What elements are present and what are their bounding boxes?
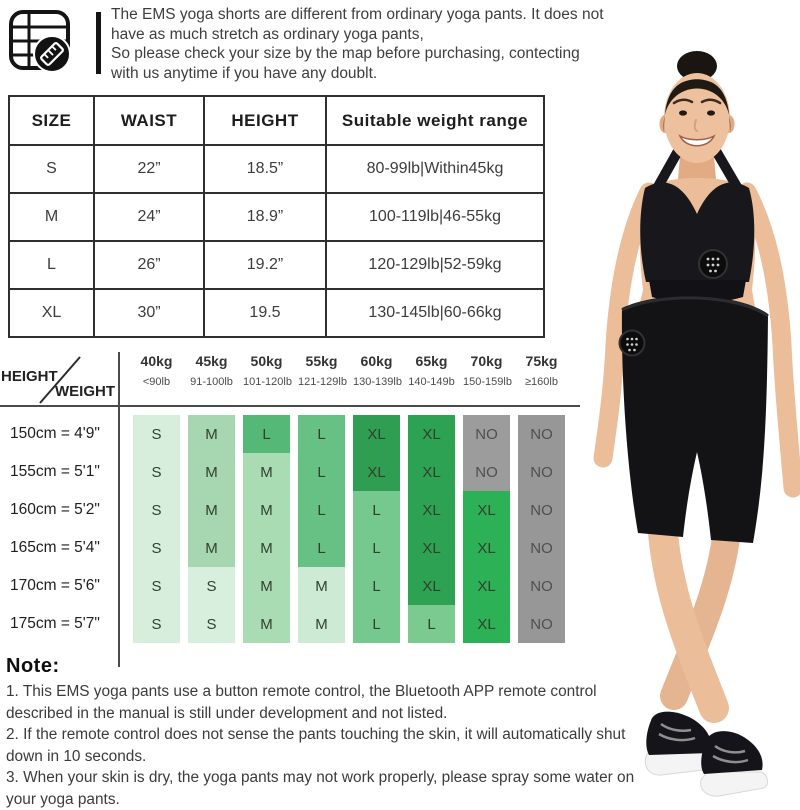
- matrix-cell: S: [133, 453, 180, 491]
- model-photo: [565, 40, 800, 800]
- height-row-labels: [10, 415, 116, 643]
- cell-size: L: [9, 241, 94, 289]
- matrix-cell: L: [243, 415, 290, 453]
- matrix-cell: L: [298, 491, 345, 529]
- matrix-cell: L: [353, 491, 400, 529]
- matrix-cell: L: [298, 453, 345, 491]
- matrix-cell: L: [408, 605, 455, 643]
- matrix-cell: S: [133, 491, 180, 529]
- notes-section: [6, 655, 636, 810]
- matrix-cell: M: [243, 453, 290, 491]
- matrix-cell: L: [353, 567, 400, 605]
- height-row-label: 155cm = 5'1": [10, 463, 100, 480]
- size-table: [8, 95, 545, 338]
- cell-weight: 130-145lb|60-66kg: [326, 289, 544, 337]
- matrix-cell: L: [298, 529, 345, 567]
- intro-line: So please check your size by the map before purchasing, contecting: [111, 45, 580, 62]
- note-item: 3. When your skin is dry, the yoga pants may not work properly, please spray some water on your yoga pants.: [6, 769, 635, 808]
- table-row: [9, 241, 544, 289]
- matrix-cell: M: [243, 491, 290, 529]
- cell-waist: 24”: [94, 193, 204, 241]
- table-row: [9, 193, 544, 241]
- cell-height: 18.9”: [204, 193, 326, 241]
- col-header-weight-range: Suitable weight range: [326, 96, 544, 145]
- matrix-cell: XL: [408, 415, 455, 453]
- matrix-cell: S: [133, 415, 180, 453]
- matrix-cell: XL: [353, 415, 400, 453]
- matrix-cell: S: [188, 605, 235, 643]
- matrix-cell: M: [298, 605, 345, 643]
- cell-weight: 100-119lb|46-55kg: [326, 193, 544, 241]
- matrix-cell: NO: [463, 453, 510, 491]
- matrix-cell: M: [243, 567, 290, 605]
- matrix-cell: S: [188, 567, 235, 605]
- notes-title: Note:: [6, 655, 60, 677]
- matrix-cell: NO: [518, 567, 565, 605]
- cell-waist: 22”: [94, 145, 204, 193]
- height-row-label: 160cm = 5'2": [10, 501, 100, 518]
- col-header-height: HEIGHT: [204, 96, 326, 145]
- intro-line: have as much stretch as ordinary yoga pants,: [111, 25, 424, 43]
- matrix-cell: S: [133, 529, 180, 567]
- matrix-cell: XL: [463, 567, 510, 605]
- matrix-cell: L: [298, 415, 345, 453]
- matrix-cell: XL: [353, 453, 400, 491]
- ems-device-hip: [620, 331, 645, 356]
- cell-height: 18.5”: [204, 145, 326, 193]
- table-row: [9, 145, 544, 193]
- cell-weight: 120-129lb|52-59kg: [326, 241, 544, 289]
- corner-weight-label: WEIGHT: [55, 383, 115, 400]
- matrix-cell: NO: [518, 605, 565, 643]
- intro-line: The EMS yoga shorts are different from ordinary yoga pants. It does not: [111, 6, 604, 23]
- size-chart-icon: [8, 8, 72, 74]
- matrix-vertical-divider: [118, 352, 120, 667]
- cell-waist: 26”: [94, 241, 204, 289]
- intro-paragraph: [111, 5, 611, 83]
- weight-header: 45kg 91-100lb: [190, 353, 233, 388]
- cell-height: 19.2”: [204, 241, 326, 289]
- table-row: [9, 289, 544, 337]
- matrix-cell: M: [188, 415, 235, 453]
- cell-size: M: [9, 193, 94, 241]
- intro-line: with us anytime if you have any doublt.: [111, 64, 378, 82]
- matrix-cell: L: [353, 529, 400, 567]
- matrix-cell: S: [133, 605, 180, 643]
- matrix-cell: NO: [518, 415, 565, 453]
- matrix-cell: XL: [408, 491, 455, 529]
- note-item: 2. If the remote control does not sense the pants touching the skin, it will automatically shut down in 10 seconds.: [6, 726, 626, 765]
- weight-header: 60kg 130-139lb: [353, 353, 402, 388]
- weight-header: 40kg <90lb: [140, 353, 173, 388]
- note-item: 1. This EMS yoga pants use a button remote control, the Bluetooth APP remote control described in the manual is still under development and not listed.: [6, 683, 597, 722]
- corner-height-label: HEIGHT: [1, 368, 58, 385]
- weight-header: 65kg 140-149b: [408, 353, 455, 388]
- matrix-cell: XL: [408, 453, 455, 491]
- col-header-waist: WAIST: [94, 96, 204, 145]
- weight-header: 55kg 121-129lb: [298, 353, 347, 388]
- matrix-cell: XL: [463, 605, 510, 643]
- height-row-label: 175cm = 5'7": [10, 615, 100, 632]
- matrix-cell: S: [133, 567, 180, 605]
- matrix-cell: M: [243, 605, 290, 643]
- height-row-label: 165cm = 5'4": [10, 539, 100, 556]
- cell-size: XL: [9, 289, 94, 337]
- size-matrix-cells: [133, 415, 565, 643]
- matrix-corner-label: [0, 350, 115, 405]
- matrix-cell: M: [188, 529, 235, 567]
- matrix-horizontal-divider: [0, 405, 580, 407]
- weight-header: 70kg 150-159lb: [463, 353, 512, 388]
- matrix-cell: XL: [408, 567, 455, 605]
- matrix-cell: M: [188, 491, 235, 529]
- matrix-cell: XL: [463, 491, 510, 529]
- size-table-header-row: [9, 96, 544, 145]
- matrix-cell: L: [353, 605, 400, 643]
- cell-weight: 80-99lb|Within45kg: [326, 145, 544, 193]
- matrix-cell: XL: [463, 529, 510, 567]
- height-row-label: 150cm = 4'9": [10, 425, 100, 442]
- cell-waist: 30”: [94, 289, 204, 337]
- matrix-cell: NO: [518, 529, 565, 567]
- cell-height: 19.5: [204, 289, 326, 337]
- cell-size: S: [9, 145, 94, 193]
- right-shoe: [701, 731, 768, 796]
- ems-device-bra: [699, 250, 727, 278]
- height-weight-matrix: [0, 345, 585, 655]
- matrix-cell: M: [243, 529, 290, 567]
- matrix-cell: NO: [518, 491, 565, 529]
- divider-bar: [96, 12, 101, 74]
- matrix-cell: M: [188, 453, 235, 491]
- weight-header: 50kg 101-120lb: [243, 353, 292, 388]
- matrix-cell: M: [298, 567, 345, 605]
- height-row-label: 170cm = 5'6": [10, 577, 100, 594]
- matrix-cell: NO: [518, 453, 565, 491]
- matrix-cell: NO: [463, 415, 510, 453]
- weight-header: 75kg ≥160lb: [525, 353, 558, 388]
- col-header-size: SIZE: [9, 96, 94, 145]
- matrix-cell: XL: [408, 529, 455, 567]
